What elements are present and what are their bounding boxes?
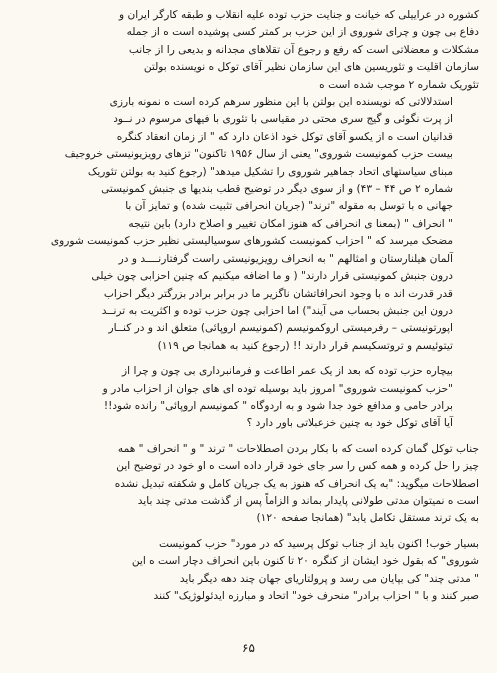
text-line: شوروی" که بقول خود ایشان از کنگره ۲۰ تا کنون باین انحراف دچار است ه این bbox=[131, 555, 479, 568]
text-line: قدانیان است ه از یکسو آقای توکل خود اذعان دارد که " از زمان انعقاد کنگره bbox=[116, 130, 453, 143]
text-line: مضحک میرسد که " احزاب کمونیست کشورهای سوسیالیستی نظیر حزب کمونیست شوروی bbox=[50, 235, 453, 248]
text-line: تئوریک شماره ۲ موجب شده است ه bbox=[319, 78, 479, 91]
text-line: کشوره در عراییلی که خیانت و جنایت حزب توده علیه انقلاب و طبقه کارگر ایران و bbox=[119, 9, 479, 21]
text-line: تیتوئیسم و تروتسکیسم قرار دارند !! (رجوع کنید به همانجا ص ۱۱۹) bbox=[157, 339, 453, 352]
text-line: چیز را حل کرده و همه کس را سر جای خود قرار داده است ه او خود در توضیح این bbox=[116, 460, 479, 473]
paragraph-arguments bbox=[14, 94, 479, 355]
text-line: بیست حزب کمونیست شوروی" یعنی از سال ۱۹۵۶ تاکنون" تزهای رویزیونیستی خروجیف bbox=[64, 148, 453, 161]
text-line: استدلالاتی که نویسنده این بولتن با این منظور سرهم کرده است ه نمونه بارزی bbox=[109, 96, 453, 109]
text-line: مشکلات و معضلاتی است که رفع و رجوع آن تقلاهای مجدانه و بدیعی را از جانب bbox=[128, 43, 479, 56]
text-line: بیچاره حزب توده که بعد از یک عمر اطاعت و فرمانبرداری بی چون و چرا از bbox=[122, 365, 453, 378]
text-line: به یک ترند مستقل تکامل یابد" (همانجا صفحه ۱۲۰) bbox=[256, 512, 479, 525]
text-line: آلمان هیلنارستان و امثالهم " به انحراف رویزیونیستی راست گرفتارنــــد و در bbox=[118, 252, 453, 265]
text-line: اصطلاحات میگوید: "به یک انحراف که هنوز به یک جریان کامل و شکفته تبدیل نشده bbox=[114, 477, 479, 490]
text-line: مبنای سیاستهای اتحاد جماهیر شوروی را تشکیل میدهد" (رجوع کنید به بولتن تئوریک bbox=[87, 165, 453, 178]
text-line: " انحراف " (بمعنا ی انحرافی که هنوز امکان تغییر و اصلاح دارد) باین نتیجه bbox=[128, 217, 453, 230]
text-line: بسیار خوب! اکنون باید از جناب توکل پرسید که در مورد" حزب کمونیست bbox=[158, 537, 479, 550]
paragraph-intro bbox=[14, 7, 479, 94]
text-line: جهانی ه با توسل به مقوله "ترند" (جریان انحرافی تثبیت شده) و تمایز آن با bbox=[125, 200, 453, 213]
text-line: برادر حامی و مدافع خود جدا شود و به اردوگاه " کمونیسم اروپائی" رانده شود!! bbox=[103, 399, 453, 412]
paragraph-tudeh-party bbox=[14, 363, 479, 433]
paragraph-trend-deviation bbox=[14, 441, 479, 528]
page-number: ۶۵ bbox=[242, 641, 255, 655]
text-line: "حزب کمونیست شوروی" امروز باید بوسیله توده ای های جوان از احزاب مادر و bbox=[102, 382, 453, 395]
text-line: درون جنبش کمونیستی قرار دارند" ( و ما اضافه میکنیم که چنین احزابی چون خیلی bbox=[91, 270, 453, 283]
text-line: شماره ۲ ص ۴۴ – ۴۳) و از سوی دیگر در توضیح قطب بندیها ی جنبش کمونیستی bbox=[101, 183, 453, 196]
paragraph-question bbox=[14, 536, 479, 606]
text-line: دفاع بی چون و چرای شوروی از این حزب بر کمتر کسی پوشیده است ه از جمله bbox=[126, 26, 479, 39]
text-line: درون این جنبش بحساب می آیند") اما احزابی چون حزب توده و اکثریت به ترنــد bbox=[101, 304, 453, 317]
page-body bbox=[14, 7, 479, 605]
text-line: سازمان اقلیت و تئوریسین های این سازمان نظیر آقای توکل ه نویسنده بولتن bbox=[143, 61, 479, 74]
text-line: اپورتونیستی – رفرمیستی اروکمونیسم (کمونیسم اروپائی) متعلق اند و در کنــار bbox=[108, 322, 453, 335]
text-line: آیا آقای توکل خود به چنین خزعبلاتی باور دارد ؟ bbox=[246, 417, 453, 430]
text-line: جناب توکل گمان کرده است که با بکار بردن اصطلاحات " ترند " و " انحراف " همه bbox=[117, 442, 479, 455]
text-line: " مدتی چند" کی بپایان می رسد و پرولتاریای جهان چند دهه دیگر باید bbox=[179, 572, 479, 585]
text-line: است ه نمیتوان مدتی طولانی پایدار بماند و الزاماً پس از گذشت مدتی چند باید bbox=[137, 494, 479, 507]
text-line: از پرت نگوئی و گیج سری محتی در مقیاسی با تئوری با فیهای مرسوم در نــود bbox=[113, 113, 453, 126]
text-line: صبر کنند و با " احزاب برادر" منحرف خود" اتحاد و مبارزه ایدئولوژیک" کنند bbox=[153, 590, 479, 602]
text-line: قدر قدرت اند ه با وجود انحرافاتشان ناگزیر ما در برابر برادر بزرگتر دیگر احزاب bbox=[103, 287, 453, 300]
